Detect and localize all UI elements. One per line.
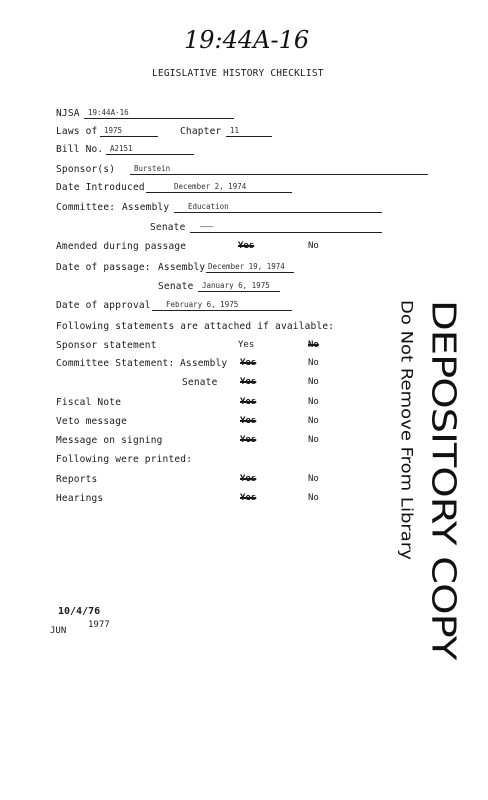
passage-assembly-label: Assembly (158, 262, 206, 273)
amended-yes: Yes (238, 241, 255, 251)
hearings-yes: Yes (240, 493, 257, 503)
committee-statement-senate-yes: Yes (240, 377, 257, 387)
bill-no-label: Bill No. (56, 144, 104, 155)
footer-month: JUN (50, 626, 67, 636)
laws-of-label: Laws of (56, 126, 98, 137)
sponsors-value: Burstein (130, 164, 428, 175)
printed-heading: Following were printed: (56, 454, 193, 465)
message-on-signing-yes: Yes (240, 435, 257, 445)
reports-yes: Yes (240, 474, 257, 484)
approval-label: Date of approval (56, 300, 151, 311)
committee-statement-label: Committee Statement: (56, 358, 175, 369)
njsa-label: NJSA (56, 108, 80, 119)
committee-senate-value: ——— (190, 222, 382, 233)
approval-value: February 6, 1975 (152, 300, 292, 311)
bill-no-value: A2151 (106, 144, 194, 155)
committee-statement-assembly-label: Assembly (180, 358, 228, 369)
amended-no: No (308, 241, 319, 251)
veto-message-no: No (308, 416, 319, 426)
date-introduced-label: Date Introduced (56, 182, 145, 193)
veto-message-yes: Yes (240, 416, 257, 426)
committee-statement-senate-label: Senate (182, 377, 218, 388)
sponsor-statement-yes: Yes (238, 340, 255, 350)
njsa-value: 19:44A-16 (84, 108, 234, 119)
fiscal-note-no: No (308, 397, 319, 407)
committee-assembly-value: Education (174, 202, 382, 213)
do-not-remove-stamp: Do Not Remove From Library (397, 300, 416, 560)
message-on-signing-no: No (308, 435, 319, 445)
statements-heading: Following statements are attached if available: (56, 321, 335, 332)
fiscal-note-label: Fiscal Note (56, 397, 122, 408)
committee-statement-assembly-no: No (308, 358, 319, 368)
depository-copy-stamp: DEPOSITORY COPY (424, 300, 462, 660)
fiscal-note-yes: Yes (240, 397, 257, 407)
hearings-label: Hearings (56, 493, 104, 504)
date-introduced-value: December 2, 1974 (146, 182, 292, 193)
handwritten-number: 19:44A-16 (184, 26, 310, 54)
committee-assembly-label: Assembly (122, 202, 170, 213)
veto-message-label: Veto message (56, 416, 128, 427)
passage-assembly-value: December 19, 1974 (206, 262, 294, 273)
passage-label: Date of passage: (56, 262, 151, 273)
sponsors-label: Sponsor(s) (56, 164, 116, 175)
page-title: LEGISLATIVE HISTORY CHECKLIST (152, 68, 324, 79)
chapter-label: Chapter (180, 126, 222, 137)
amended-label: Amended during passage (56, 241, 187, 252)
committee-statement-assembly-yes: Yes (240, 358, 257, 368)
reports-label: Reports (56, 474, 98, 485)
committee-label: Committee: (56, 202, 116, 213)
reports-no: No (308, 474, 319, 484)
message-on-signing-label: Message on signing (56, 435, 163, 446)
laws-of-value: 1975 (100, 126, 158, 137)
committee-senate-label: Senate (150, 222, 186, 233)
chapter-value: 11 (226, 126, 272, 137)
passage-senate-label: Senate (158, 281, 194, 292)
date-stamp: 10/4/76 (58, 606, 101, 617)
hearings-no: No (308, 493, 319, 503)
passage-senate-value: January 6, 1975 (198, 281, 280, 292)
sponsor-statement-label: Sponsor statement (56, 340, 157, 351)
footer-year: 1977 (88, 620, 110, 630)
sponsor-statement-no: No (308, 340, 319, 350)
committee-statement-senate-no: No (308, 377, 319, 387)
